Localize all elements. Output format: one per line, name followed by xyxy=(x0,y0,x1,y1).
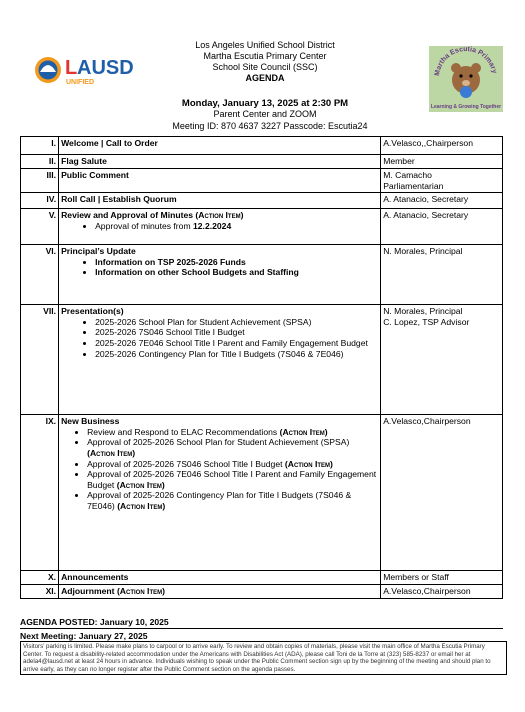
presenter: C. Lopez, TSP Advisor xyxy=(383,316,470,327)
divider xyxy=(20,628,503,629)
item-number: VII. xyxy=(21,305,59,415)
item-number: I. xyxy=(21,137,59,155)
presenter: A.Velasco,Chairperson xyxy=(383,416,471,427)
agenda-row xyxy=(21,571,503,585)
agenda-posted: AGENDA POSTED: January 10, 2025 xyxy=(20,617,169,627)
agenda-table xyxy=(20,136,503,599)
agenda-label: AGENDA xyxy=(245,73,285,83)
list-item: • 2025-2026 7E046 School Title I Parent and Family Engagement Budget xyxy=(95,338,378,349)
agenda-header xyxy=(140,40,390,84)
council-name: School Site Council (SSC) xyxy=(212,62,318,72)
list-item: • Approval of minutes from 12.2.2024 xyxy=(95,221,378,232)
visitor-notice: Visitors’ parking is limited. Please make plans to carpool or to arrive early. To review and obtain copies of materials, please visit the main office of Martha Escutia Primary Center. To request a disability-related accommodation under the Americans with Disabilities Act (ADA), please call Toni de la Torre at (323) 585-8237 or email her at adela4@lausd.net at least 24 hours in advance. Individuals wishing to speak under the Public Comment section sign up by the beginning of the meeting and should plan to arrive early, as they can no longer register after the Public Comment section on the agenda passes. xyxy=(20,641,507,675)
presenter: A.Velasco,Chairperson xyxy=(383,586,471,597)
list-item: • Approval of 2025-2026 7S046 School Title I Budget (Action Item) xyxy=(87,459,378,470)
agenda-row xyxy=(21,209,503,245)
list-item: • 2025-2026 School Plan for Student Achievement (SPSA) xyxy=(95,317,378,328)
lausd-logo-text: AUSD xyxy=(77,57,134,79)
school-logo xyxy=(429,46,503,112)
list-item: • 2025-2026 7S046 School Title I Budget xyxy=(95,327,378,338)
item-number: X. xyxy=(21,571,59,585)
item-title: Public Comment xyxy=(61,170,129,180)
agenda-row xyxy=(21,169,503,193)
item-title: Adjournment xyxy=(61,586,115,597)
item-title: Announcements xyxy=(61,572,129,583)
meeting-location: Parent Center and ZOOM xyxy=(213,109,317,119)
svg-text:L: L xyxy=(65,57,78,79)
item-number: IX. xyxy=(21,415,59,571)
presenter: A. Atanacio, Secretary xyxy=(383,210,469,221)
presenter: M. Camacho xyxy=(383,170,432,180)
agenda-row xyxy=(21,137,503,155)
list-item: • Approval of 2025-2026 Contingency Plan for Title I Budgets (7S046 & 7E046) (Action Item) xyxy=(87,490,378,511)
item-title: Flag Salute xyxy=(61,156,107,166)
item-number: IV. xyxy=(21,193,59,209)
agenda-row xyxy=(21,193,503,209)
lausd-logo-sub: UNIFIED xyxy=(66,79,94,86)
item-number: II. xyxy=(21,155,59,169)
presenter: N. Morales, Principal xyxy=(383,306,463,317)
item-title: Welcome | Call to Order xyxy=(61,138,158,148)
agenda-row xyxy=(21,155,503,169)
presenter-role: Parliamentarian xyxy=(383,180,444,191)
list-item: • Review and Respond to ELAC Recommendations (Action Item) xyxy=(87,427,378,438)
action-item-tag: (Action Item) xyxy=(116,586,165,597)
meeting-id: Meeting ID: 870 4637 3227 Passcode: Escutia24 xyxy=(172,121,368,131)
item-title: New Business xyxy=(61,416,120,427)
school-name: Martha Escutia Primary Center xyxy=(203,51,327,61)
next-meeting: Next Meeting: January 27, 2025 xyxy=(20,631,148,641)
agenda-row xyxy=(21,305,503,415)
presenter: N. Morales, Principal xyxy=(383,246,463,257)
lausd-logo xyxy=(34,50,146,90)
item-number: VI. xyxy=(21,245,59,305)
presenter: Member xyxy=(383,156,415,166)
item-title: Review and Approval of Minutes xyxy=(61,210,194,221)
svg-text:Learning & Growing Together: Learning & Growing Together xyxy=(430,104,502,110)
item-number: V. xyxy=(21,209,59,245)
item-title: Principal’s Update xyxy=(61,246,136,257)
meeting-date: Monday, January 13, 2025 at 2:30 PM xyxy=(181,98,349,109)
item-title: Presentation(s) xyxy=(61,306,124,317)
svg-text:Martha Escutia Primary Center: Martha Escutia Primary xyxy=(433,46,498,77)
presenter: A.Velasco,,Chairperson xyxy=(383,138,473,148)
list-item: • Approval of 2025-2026 School Plan for Student Achievement (SPSA) (Action Item) xyxy=(87,437,378,458)
list-item: • Information on other School Budgets and Staffing xyxy=(95,267,378,278)
list-item: • Approval of 2025-2026 7E046 School Title I Parent and Family Engagement Budget (Action Item) xyxy=(87,469,378,490)
presenter: A. Atanacio, Secretary xyxy=(383,194,469,205)
presenter: Members or Staff xyxy=(383,572,449,583)
agenda-row xyxy=(21,415,503,571)
action-item-tag: (Action Item) xyxy=(195,210,244,221)
item-number: XI. xyxy=(21,585,59,599)
agenda-row xyxy=(21,585,503,599)
item-title: Roll Call | Establish Quorum xyxy=(61,194,177,205)
list-item: • Information on TSP 2025-2026 Funds xyxy=(95,257,378,268)
item-number: III. xyxy=(21,169,59,193)
list-item: • 2025-2026 Contingency Plan for Title I Budgets (7S046 & 7E046) xyxy=(95,349,378,360)
district-name: Los Angeles Unified School District xyxy=(195,40,335,50)
agenda-row xyxy=(21,245,503,305)
